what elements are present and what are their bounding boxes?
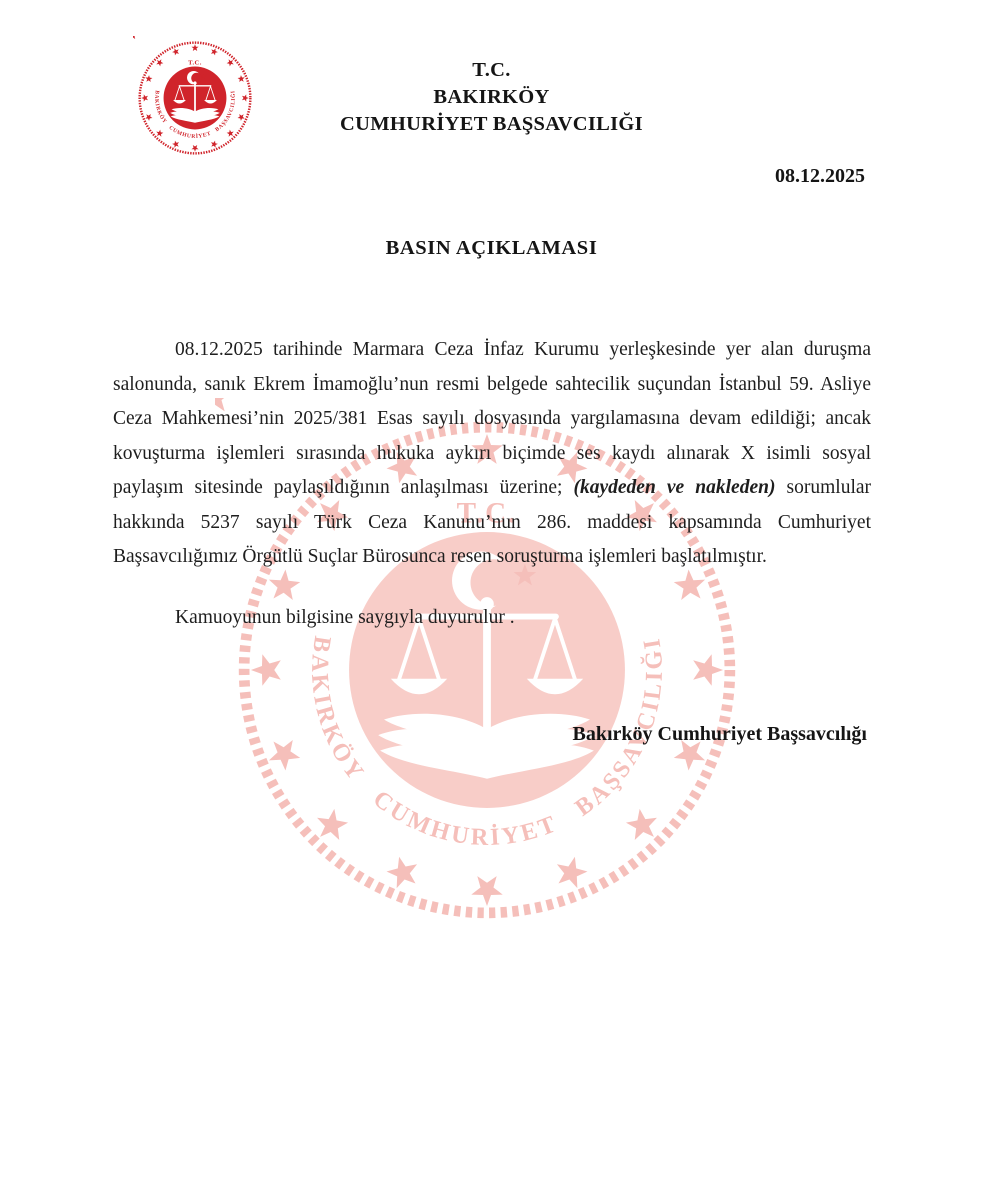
closing-line: Kamuoyunun bilgisine saygıyla duyurulur . xyxy=(175,607,515,628)
signature: Bakırköy Cumhuriyet Başsavcılığı xyxy=(572,723,867,745)
paragraph-line: salonunda, sanık Ekrem İmamoğlu’nun resmi belgede sahtecilik suçundan İstanbul 59. Asliye xyxy=(113,373,871,395)
paragraph-line: hakkında 5237 sayılı Türk Ceza Kanunu’nun 286. maddesi kapsamında Cumhuriyet xyxy=(113,511,871,533)
paragraph-italic-phrase: (kaydeden ve nakleden) xyxy=(573,477,776,498)
letterhead-office: CUMHURİYET BAŞSAVCILIĞI xyxy=(340,113,643,135)
paragraph-line xyxy=(113,471,871,506)
press-release-title: BASIN AÇIKLAMASI xyxy=(385,237,598,259)
paragraph-text: sorumlular xyxy=(786,477,872,498)
document-date: 08.12.2025 xyxy=(775,165,865,187)
paragraph-line: Ceza Mahkemesi’nin 2025/381 Esas sayılı dosyasında yargılamasına devam edildiği; ancak xyxy=(113,408,871,429)
paragraph-text: paylaşım sitesinde paylaşıldığının anlaşılması üzerine; xyxy=(113,477,563,498)
letterhead-city: BAKIRKÖY xyxy=(433,86,550,108)
letterhead xyxy=(0,57,983,138)
letterhead-tc: T.C. xyxy=(472,59,511,81)
paragraph-line: 08.12.2025 tarihinde Marmara Ceza İnfaz Kurumu yerleşkesinde yer alan duruşma xyxy=(175,339,871,360)
paragraph-line: Başsavcılığımız Örgütlü Suçlar Bürosunca resen soruşturma işlemleri başlatılmıştır. xyxy=(113,546,767,567)
body-paragraph xyxy=(113,333,871,575)
paragraph-line: kovuşturma işlemleri sırasında hukuka aykırı biçimde ses kaydı alınarak X isimli sosyal xyxy=(113,442,871,464)
